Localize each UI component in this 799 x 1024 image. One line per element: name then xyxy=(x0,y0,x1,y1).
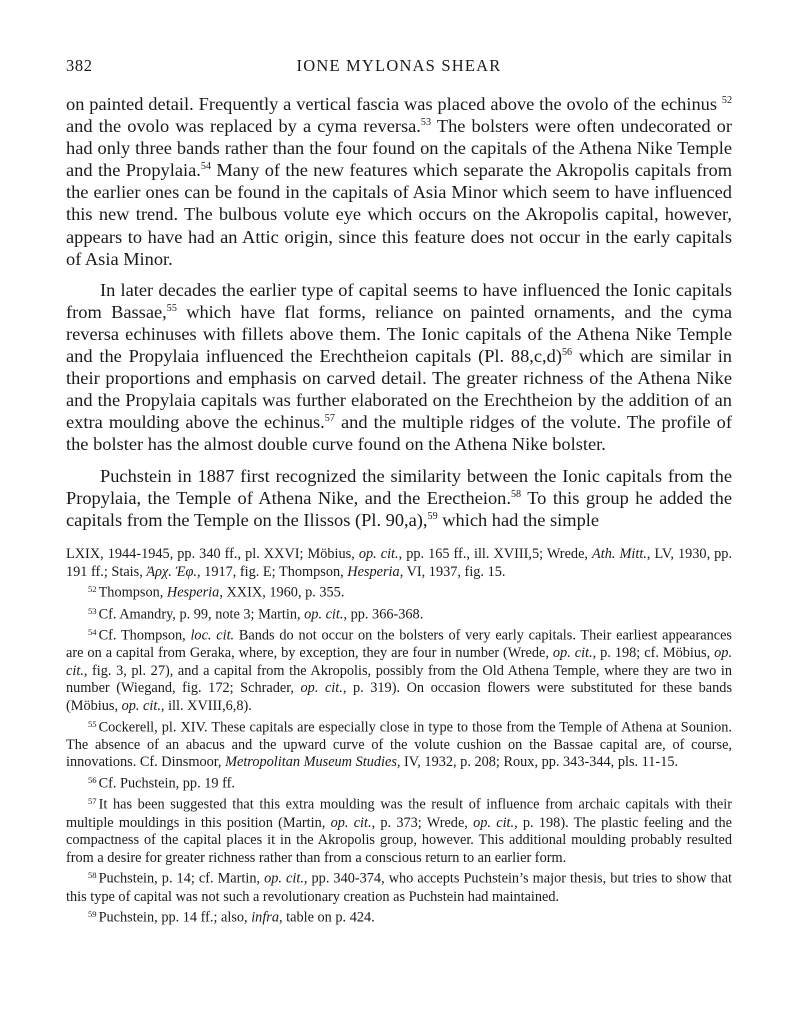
footnote xyxy=(66,867,732,906)
footnote-number: 53 xyxy=(88,605,97,616)
text-run: , p. 373; Wrede, xyxy=(371,814,474,831)
text-run: Bands do not occur on the bolsters of very early capitals. Their earliest appearances are on a capital from Geraka, where, by exception, they are four in number (Wrede, xyxy=(66,627,732,662)
italic-text: infra xyxy=(251,910,280,927)
page-number: 382 xyxy=(66,56,93,75)
footnote-ref[interactable]: 59 xyxy=(427,510,438,522)
italic-text: Ἀρχ. Ἐφ. xyxy=(146,563,198,580)
italic-text: op. cit. xyxy=(121,697,161,714)
footnote xyxy=(66,581,732,602)
italic-text: op. cit. xyxy=(300,680,343,697)
footnote-ref[interactable]: 57 xyxy=(324,413,335,425)
footnote-number: 57 xyxy=(88,796,97,807)
footnote-ref[interactable]: 54 xyxy=(200,161,212,173)
text-run: Cf. Thompson, xyxy=(98,627,191,644)
text-run: It has been suggested that this extra moulding was the result of influence from archaic capitals with their multiple mouldings in this position (Martin, xyxy=(66,797,732,831)
footnote-number: 55 xyxy=(88,718,97,729)
italic-text: op. cit. xyxy=(304,606,344,623)
text-run: which have flat forms, reliance on painted ornaments, and the cyma reversa echinuses with fillets above them. The Ionic capitals of the Athena Nike Temple and the Propylaia influenced the Erechtheion capitals (Pl. 88,c,d) xyxy=(66,301,732,367)
footnote-number: 59 xyxy=(88,909,97,920)
text-run: Cf. Amandry, p. 99, note 3; Martin, xyxy=(98,606,305,623)
footnote xyxy=(66,624,732,716)
footnote-ref[interactable]: 56 xyxy=(561,346,573,358)
footnote-number: 56 xyxy=(88,775,97,785)
text-run: , XXIX, 1960, p. 355. xyxy=(219,584,345,601)
text-run: which are similar in their proportions and emphasis on carved detail. The greater richness of the Athena Nike and the Propylaia capitals was further elaborated on the Erechtheion by the addition of an extra moulding above the echinus. xyxy=(66,346,732,433)
main-text xyxy=(66,93,732,540)
italic-text: op. cit. xyxy=(66,645,733,679)
text-run: which had the simple xyxy=(437,509,600,530)
text-run: , LV, 1930, pp. 191 ff.; Stais, xyxy=(66,546,733,580)
footnote-ref[interactable]: 55 xyxy=(166,302,177,314)
italic-text: Hesperia xyxy=(347,563,400,580)
footnote-number: 52 xyxy=(88,584,97,595)
text-run: Puchstein, p. 14; cf. Martin, xyxy=(98,871,265,888)
text-run: , p. 198). The plastic feeling and the compactness of the capital places it in the Akropolis group, however. This additional moulding probably resulted from a desire for greater richness rather than from a conscious return to an earlier form. xyxy=(66,814,732,866)
text-run: Puchstein in 1887 first recognized the similarity between the Ionic capitals from the Propylaia, the Temple of Athena Nike, and the Erectheion. xyxy=(66,465,732,508)
text-run: , pp. 340-374, who accepts Puchstein’s major thesis, but tries to show that this type of capital was not such a revolutionary creation as Puchstein had maintained. xyxy=(66,871,733,905)
text-run: Many of the new features which separate the Akropolis capitals from the earlier ones can be found in the capitals of Asia Minor which seem to have influenced this new trend. The bulbous volute eye which occurs on the Akropolis capital, however, appears to have had an Attic origin, since this feature does not occur in the early capitals of Asia Minor. xyxy=(66,160,733,269)
italic-text: Ath. Mitt. xyxy=(592,546,647,562)
footnote-number: 54 xyxy=(88,626,97,637)
footnote xyxy=(66,772,732,793)
body-paragraph xyxy=(66,279,732,456)
italic-text: Metropolitan Museum Studies xyxy=(225,754,397,771)
footnote xyxy=(66,793,732,867)
footnote xyxy=(66,546,732,581)
footnote-ref[interactable]: 58 xyxy=(510,488,522,500)
italic-text: op. cit. xyxy=(473,814,515,831)
page-header xyxy=(66,56,732,80)
text-run: LXIX, 1944-1945, pp. 340 ff., pl. XXVI; Möbius, xyxy=(66,546,359,562)
text-run: , table on p. 424. xyxy=(279,910,375,927)
text-run: Cf. Puchstein, pp. 19 ff. xyxy=(98,775,235,792)
italic-text: op. cit. xyxy=(330,814,372,831)
body-paragraph xyxy=(66,465,732,531)
text-run: In later decades the earlier type of capital seems to have influenced the Ionic capitals from Bassae, xyxy=(66,279,732,322)
text-run: , 1917, fig. E; Thompson, xyxy=(197,563,348,580)
footnote-ref[interactable]: 53 xyxy=(420,117,432,129)
footnote-ref[interactable]: 52 xyxy=(721,94,732,106)
text-run: The bolsters were often undecorated or had only three bands rather than the four found on the capitals of the Athena Nike Temple and the Propylaia. xyxy=(66,116,732,181)
text-run: , p. 198; cf. Möbius, xyxy=(592,645,715,662)
footnotes xyxy=(66,546,732,928)
text-run: , IV, 1932, p. 208; Roux, pp. 343-344, pls. 11-15. xyxy=(396,754,679,771)
footnote xyxy=(66,603,732,624)
text-run: , pp. 165 ff., ill. XVIII,5; Wrede, xyxy=(398,546,593,562)
footnote xyxy=(66,716,732,773)
italic-text: op. cit. xyxy=(358,546,399,562)
italic-text: loc. cit. xyxy=(190,627,235,644)
text-run: Cockerell, pl. XIV. These capitals are especially close in type to those from the Temple of Athena at Sounion. The absence of an abacus and the upward curve of the volute cushion on the Bassae capital are, of course, innovations. Cf. Dinsmoor, xyxy=(66,719,732,771)
text-run: Thompson, xyxy=(98,584,167,601)
text-run: To this group he added the capitals from the Temple on the Ilissos (Pl. 90,a), xyxy=(66,487,732,530)
italic-text: op. cit. xyxy=(552,645,593,662)
italic-text: Hesperia xyxy=(166,584,220,601)
text-run: Puchstein, pp. 14 ff.; also, xyxy=(98,910,252,927)
text-run: on painted detail. Frequently a vertical fascia was placed above the ovolo of the echinus xyxy=(66,94,722,114)
footnote-number: 58 xyxy=(88,870,97,881)
text-run: , pp. 366-368. xyxy=(343,606,424,623)
italic-text: op. cit. xyxy=(264,871,304,888)
text-run: and the multiple ridges of the volute. The profile of the bolster has the almost double curve found on the Athena Nike bolster. xyxy=(66,412,732,455)
body-paragraph xyxy=(66,93,732,270)
text-run: , fig. 3, pl. 27), and a capital from the Akropolis, possibly from the Old Athena Temple, where they are two in number (Wiegand, fig. 172; Schrader, xyxy=(66,662,732,697)
text-run: , ill. XVIII,6,8). xyxy=(160,697,252,714)
text-run: and the ovolo was replaced by a cyma reversa. xyxy=(66,116,421,137)
footnote xyxy=(66,906,732,927)
text-run: , p. 319). On occasion flowers were substituted for these bands (Möbius, xyxy=(66,680,733,714)
text-run: , VI, 1937, fig. 15. xyxy=(399,563,506,580)
running-title: IONE MYLONAS SHEAR xyxy=(296,56,502,75)
